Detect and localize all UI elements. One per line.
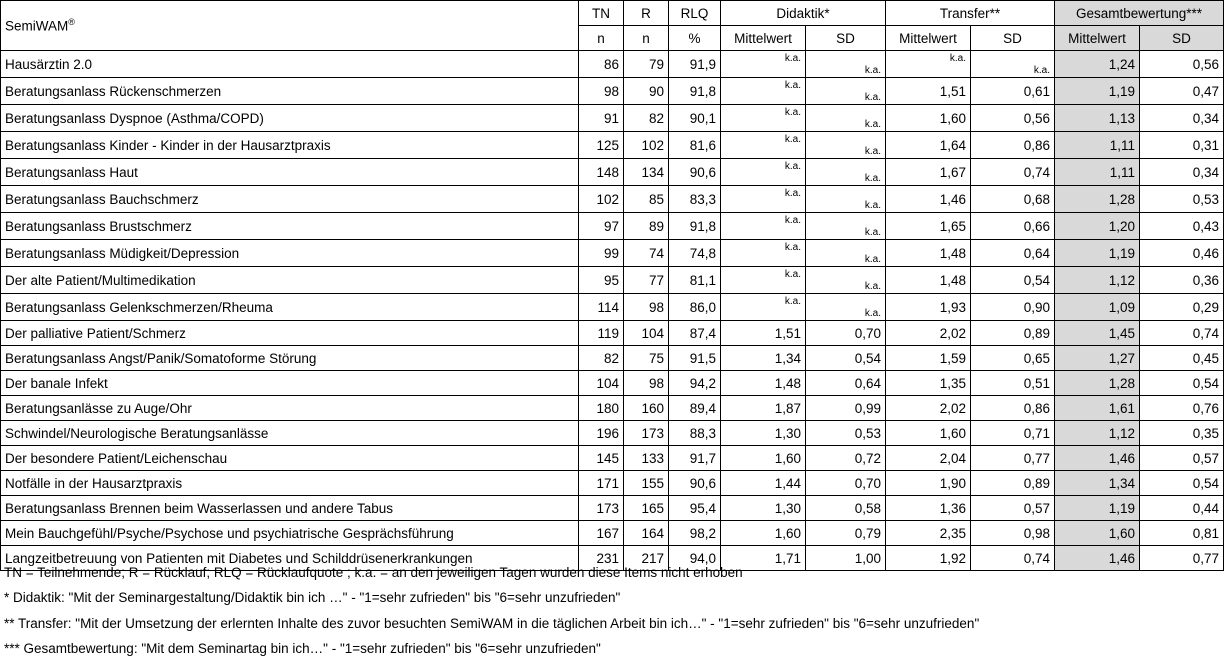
tn-value: 171	[579, 471, 624, 496]
subheader-tn-n: n	[579, 26, 624, 51]
didaktik-mittelwert: 1,87	[721, 396, 806, 421]
gesamt-sd: 0,57	[1140, 446, 1224, 471]
r-value: 217	[624, 546, 669, 571]
didaktik-sd: 0,54	[806, 346, 886, 371]
r-value: 102	[624, 132, 669, 159]
tn-value: 180	[579, 396, 624, 421]
gesamt-mittelwert: 1,12	[1055, 267, 1140, 294]
gesamt-mittelwert: 1,11	[1055, 159, 1140, 186]
transfer-mittelwert: 1,65	[886, 213, 971, 240]
rlq-value: 81,6	[669, 132, 721, 159]
seminar-name: Beratungsanlass Angst/Panik/Somatoforme Störung	[1, 346, 579, 371]
gesamt-sd: 0,29	[1140, 294, 1224, 321]
didaktik-sd: k.a.	[806, 132, 886, 159]
tn-value: 95	[579, 267, 624, 294]
gesamt-mittelwert: 1,19	[1055, 240, 1140, 267]
transfer-mittelwert: 1,46	[886, 186, 971, 213]
transfer-sd: 0,90	[971, 294, 1055, 321]
gesamt-mittelwert: 1,27	[1055, 346, 1140, 371]
gesamt-mittelwert: 1,28	[1055, 371, 1140, 396]
gesamt-mittelwert: 1,12	[1055, 421, 1140, 446]
transfer-sd: 0,74	[971, 546, 1055, 571]
subheader-transfer-mittelwert: Mittelwert	[886, 26, 971, 51]
transfer-mittelwert: 1,90	[886, 471, 971, 496]
transfer-sd: 0,77	[971, 446, 1055, 471]
r-value: 74	[624, 240, 669, 267]
transfer-sd: 0,98	[971, 521, 1055, 546]
rlq-value: 74,8	[669, 240, 721, 267]
seminar-name: Beratungsanlass Gelenkschmerzen/Rheuma	[1, 294, 579, 321]
rlq-value: 90,6	[669, 471, 721, 496]
transfer-mittelwert: 1,60	[886, 421, 971, 446]
table-row	[1, 105, 1224, 132]
r-value: 75	[624, 346, 669, 371]
transfer-sd: 0,65	[971, 346, 1055, 371]
didaktik-sd: k.a.	[806, 186, 886, 213]
gesamt-mittelwert: 1,19	[1055, 78, 1140, 105]
didaktik-mittelwert: k.a.	[721, 78, 806, 105]
gesamt-sd: 0,44	[1140, 496, 1224, 521]
table-body	[1, 51, 1224, 571]
r-value: 155	[624, 471, 669, 496]
tn-value: 99	[579, 240, 624, 267]
rlq-value: 91,5	[669, 346, 721, 371]
header-title	[1, 1, 579, 51]
didaktik-mittelwert: k.a.	[721, 213, 806, 240]
gesamt-mittelwert: 1,09	[1055, 294, 1140, 321]
rlq-value: 89,4	[669, 396, 721, 421]
table-row	[1, 213, 1224, 240]
header-gesamt: Gesamtbewertung***	[1055, 1, 1224, 26]
table-row	[1, 496, 1224, 521]
didaktik-sd: k.a.	[806, 78, 886, 105]
gesamt-sd: 0,34	[1140, 159, 1224, 186]
rlq-value: 86,0	[669, 294, 721, 321]
didaktik-mittelwert: k.a.	[721, 132, 806, 159]
gesamt-sd: 0,54	[1140, 471, 1224, 496]
table-row	[1, 521, 1224, 546]
r-value: 104	[624, 321, 669, 346]
tn-value: 97	[579, 213, 624, 240]
rlq-value: 95,4	[669, 496, 721, 521]
tn-value: 98	[579, 78, 624, 105]
didaktik-sd: k.a.	[806, 294, 886, 321]
rlq-value: 91,7	[669, 446, 721, 471]
didaktik-sd: 0,70	[806, 321, 886, 346]
transfer-sd: 0,56	[971, 105, 1055, 132]
transfer-sd: 0,64	[971, 240, 1055, 267]
transfer-sd: 0,71	[971, 421, 1055, 446]
r-value: 82	[624, 105, 669, 132]
gesamt-sd: 0,47	[1140, 78, 1224, 105]
didaktik-mittelwert: 1,60	[721, 446, 806, 471]
rlq-value: 83,3	[669, 186, 721, 213]
didaktik-sd: 1,00	[806, 546, 886, 571]
seminar-name: Beratungsanlass Rückenschmerzen	[1, 78, 579, 105]
tn-value: 91	[579, 105, 624, 132]
tn-value: 167	[579, 521, 624, 546]
transfer-mittelwert: 1,67	[886, 159, 971, 186]
transfer-sd: k.a.	[971, 51, 1055, 78]
gesamt-mittelwert: 1,19	[1055, 496, 1140, 521]
table-row	[1, 159, 1224, 186]
transfer-sd: 0,51	[971, 371, 1055, 396]
footnote-legend: TN = Teilnehmende; R = Rücklauf; RLQ = Rücklaufquote ; k.a. = an den jeweiligen Tagen wurden diese Items nicht erhoben	[4, 565, 743, 580]
r-value: 134	[624, 159, 669, 186]
didaktik-mittelwert: k.a.	[721, 240, 806, 267]
didaktik-mittelwert: k.a.	[721, 267, 806, 294]
r-value: 90	[624, 78, 669, 105]
transfer-mittelwert: 1,64	[886, 132, 971, 159]
didaktik-sd: k.a.	[806, 105, 886, 132]
table-row	[1, 371, 1224, 396]
rlq-value: 94,2	[669, 371, 721, 396]
didaktik-sd: 0,53	[806, 421, 886, 446]
r-value: 165	[624, 496, 669, 521]
didaktik-sd: k.a.	[806, 267, 886, 294]
rlq-value: 91,8	[669, 78, 721, 105]
didaktik-mittelwert: 1,30	[721, 421, 806, 446]
transfer-mittelwert: 1,48	[886, 240, 971, 267]
didaktik-mittelwert: 1,60	[721, 521, 806, 546]
table-row	[1, 294, 1224, 321]
transfer-sd: 0,68	[971, 186, 1055, 213]
rlq-value: 81,1	[669, 267, 721, 294]
gesamt-sd: 0,31	[1140, 132, 1224, 159]
table-row	[1, 186, 1224, 213]
header-didaktik: Didaktik*	[721, 1, 886, 26]
tn-value: 82	[579, 346, 624, 371]
gesamt-sd: 0,46	[1140, 240, 1224, 267]
r-value: 164	[624, 521, 669, 546]
table-row	[1, 346, 1224, 371]
table-row	[1, 240, 1224, 267]
gesamt-sd: 0,35	[1140, 421, 1224, 446]
didaktik-mittelwert: k.a.	[721, 159, 806, 186]
didaktik-mittelwert: 1,34	[721, 346, 806, 371]
transfer-mittelwert: 2,35	[886, 521, 971, 546]
r-value: 98	[624, 371, 669, 396]
transfer-sd: 0,57	[971, 496, 1055, 521]
r-value: 89	[624, 213, 669, 240]
gesamt-mittelwert: 1,28	[1055, 186, 1140, 213]
seminar-name: Notfälle in der Hausarztpraxis	[1, 471, 579, 496]
didaktik-mittelwert: k.a.	[721, 294, 806, 321]
tn-value: 173	[579, 496, 624, 521]
registered-mark: ®	[68, 17, 75, 28]
rlq-value: 94,0	[669, 546, 721, 571]
didaktik-mittelwert: k.a.	[721, 51, 806, 78]
subheader-gesamt-mittelwert: Mittelwert	[1055, 26, 1140, 51]
didaktik-sd: 0,64	[806, 371, 886, 396]
gesamt-mittelwert: 1,60	[1055, 521, 1140, 546]
footnote-transfer: ** Transfer: "Mit der Umsetzung der erlernten Inhalte des zuvor besuchten SemiWAM in die täglichen Arbeit bin ich…" - "1=sehr zufrieden" bis "6=sehr unzufrieden"	[4, 615, 980, 631]
gesamt-mittelwert: 1,34	[1055, 471, 1140, 496]
didaktik-mittelwert: k.a.	[721, 105, 806, 132]
didaktik-mittelwert: 1,71	[721, 546, 806, 571]
transfer-mittelwert: 1,36	[886, 496, 971, 521]
didaktik-sd: k.a.	[806, 159, 886, 186]
tn-value: 104	[579, 371, 624, 396]
subheader-r-n: n	[624, 26, 669, 51]
footnotes	[4, 560, 979, 661]
didaktik-mittelwert: 1,44	[721, 471, 806, 496]
gesamt-mittelwert: 1,46	[1055, 546, 1140, 571]
transfer-mittelwert: k.a.	[886, 51, 971, 78]
didaktik-mittelwert: 1,48	[721, 371, 806, 396]
table-row	[1, 396, 1224, 421]
table-row	[1, 132, 1224, 159]
seminar-name: Beratungsanlass Müdigkeit/Depression	[1, 240, 579, 267]
gesamt-sd: 0,45	[1140, 346, 1224, 371]
gesamt-mittelwert: 1,46	[1055, 446, 1140, 471]
didaktik-sd: k.a.	[806, 240, 886, 267]
seminar-name: Der palliative Patient/Schmerz	[1, 321, 579, 346]
table-row	[1, 267, 1224, 294]
seminar-name: Beratungsanlass Bauchschmerz	[1, 186, 579, 213]
r-value: 79	[624, 51, 669, 78]
transfer-mittelwert: 1,92	[886, 546, 971, 571]
header-r: R	[624, 1, 669, 26]
r-value: 98	[624, 294, 669, 321]
tn-value: 145	[579, 446, 624, 471]
seminar-name: Beratungsanlass Brustschmerz	[1, 213, 579, 240]
header-transfer: Transfer**	[886, 1, 1055, 26]
tn-value: 119	[579, 321, 624, 346]
table-row	[1, 78, 1224, 105]
seminar-name: Hausärztin 2.0	[1, 51, 579, 78]
rlq-value: 98,2	[669, 521, 721, 546]
gesamt-sd: 0,36	[1140, 267, 1224, 294]
r-value: 160	[624, 396, 669, 421]
r-value: 77	[624, 267, 669, 294]
seminar-name: Der alte Patient/Multimedikation	[1, 267, 579, 294]
transfer-mittelwert: 2,02	[886, 396, 971, 421]
gesamt-sd: 0,54	[1140, 371, 1224, 396]
didaktik-mittelwert: 1,51	[721, 321, 806, 346]
tn-value: 125	[579, 132, 624, 159]
rlq-value: 90,6	[669, 159, 721, 186]
transfer-mittelwert: 1,60	[886, 105, 971, 132]
seminar-name: Mein Bauchgefühl/Psyche/Psychose und psychiatrische Gesprächsführung	[1, 521, 579, 546]
r-value: 85	[624, 186, 669, 213]
gesamt-mittelwert: 1,20	[1055, 213, 1140, 240]
table-row	[1, 471, 1224, 496]
transfer-sd: 0,86	[971, 396, 1055, 421]
tn-value: 86	[579, 51, 624, 78]
table-row	[1, 321, 1224, 346]
didaktik-sd: 0,72	[806, 446, 886, 471]
tn-value: 102	[579, 186, 624, 213]
didaktik-mittelwert: 1,30	[721, 496, 806, 521]
tn-value: 114	[579, 294, 624, 321]
gesamt-mittelwert: 1,13	[1055, 105, 1140, 132]
transfer-mittelwert: 1,48	[886, 267, 971, 294]
seminar-name: Der besondere Patient/Leichenschau	[1, 446, 579, 471]
rlq-value: 91,8	[669, 213, 721, 240]
gesamt-mittelwert: 1,61	[1055, 396, 1140, 421]
rlq-value: 91,9	[669, 51, 721, 78]
seminar-name: Beratungsanlass Dyspnoe (Asthma/COPD)	[1, 105, 579, 132]
gesamt-sd: 0,43	[1140, 213, 1224, 240]
didaktik-sd: k.a.	[806, 213, 886, 240]
seminar-name: Beratungsanlass Haut	[1, 159, 579, 186]
transfer-mittelwert: 1,35	[886, 371, 971, 396]
transfer-mittelwert: 1,51	[886, 78, 971, 105]
seminar-name: Langzeitbetreuung von Patienten mit Diabetes und Schilddrüsenerkrankungen	[1, 546, 579, 571]
didaktik-mittelwert: k.a.	[721, 186, 806, 213]
tn-value: 196	[579, 421, 624, 446]
table-row	[1, 446, 1224, 471]
subheader-gesamt-sd: SD	[1140, 26, 1224, 51]
seminar-name: Schwindel/Neurologische Beratungsanlässe	[1, 421, 579, 446]
header-tn: TN	[579, 1, 624, 26]
tn-value: 231	[579, 546, 624, 571]
gesamt-sd: 0,76	[1140, 396, 1224, 421]
gesamt-sd: 0,34	[1140, 105, 1224, 132]
gesamt-mittelwert: 1,45	[1055, 321, 1140, 346]
gesamt-mittelwert: 1,11	[1055, 132, 1140, 159]
transfer-sd: 0,61	[971, 78, 1055, 105]
transfer-sd: 0,86	[971, 132, 1055, 159]
didaktik-sd: k.a.	[806, 51, 886, 78]
transfer-sd: 0,74	[971, 159, 1055, 186]
seminar-name: Beratungsanlässe zu Auge/Ohr	[1, 396, 579, 421]
subheader-transfer-sd: SD	[971, 26, 1055, 51]
seminar-name: Der banale Infekt	[1, 371, 579, 396]
rlq-value: 88,3	[669, 421, 721, 446]
transfer-mittelwert: 1,93	[886, 294, 971, 321]
transfer-mittelwert: 2,02	[886, 321, 971, 346]
table-row	[1, 421, 1224, 446]
subheader-rlq-pct: %	[669, 26, 721, 51]
gesamt-mittelwert: 1,24	[1055, 51, 1140, 78]
didaktik-sd: 0,70	[806, 471, 886, 496]
seminar-name: Beratungsanlass Kinder - Kinder in der Hausarztpraxis	[1, 132, 579, 159]
didaktik-sd: 0,58	[806, 496, 886, 521]
rlq-value: 90,1	[669, 105, 721, 132]
transfer-sd: 0,89	[971, 321, 1055, 346]
r-value: 133	[624, 446, 669, 471]
didaktik-sd: 0,79	[806, 521, 886, 546]
transfer-sd: 0,54	[971, 267, 1055, 294]
rlq-value: 87,4	[669, 321, 721, 346]
transfer-sd: 0,89	[971, 471, 1055, 496]
gesamt-sd: 0,74	[1140, 321, 1224, 346]
footnote-didaktik: * Didaktik: "Mit der Seminargestaltung/Didaktik bin ich …" - "1=sehr zufrieden" bis "6=sehr unzufrieden"	[4, 590, 621, 606]
title-text: SemiWAM	[5, 18, 69, 34]
gesamt-sd: 0,53	[1140, 186, 1224, 213]
header-rlq: RLQ	[669, 1, 721, 26]
table-row	[1, 51, 1224, 78]
didaktik-sd: 0,99	[806, 396, 886, 421]
seminar-name: Beratungsanlass Brennen beim Wasserlassen und andere Tabus	[1, 496, 579, 521]
subheader-didaktik-sd: SD	[806, 26, 886, 51]
transfer-mittelwert: 2,04	[886, 446, 971, 471]
gesamt-sd: 0,77	[1140, 546, 1224, 571]
r-value: 173	[624, 421, 669, 446]
transfer-sd: 0,66	[971, 213, 1055, 240]
transfer-mittelwert: 1,59	[886, 346, 971, 371]
gesamt-sd: 0,81	[1140, 521, 1224, 546]
subheader-didaktik-mittelwert: Mittelwert	[721, 26, 806, 51]
footnote-gesamt: *** Gesamtbewertung: "Mit dem Seminartag bin ich…" - "1=sehr zufrieden" bis "6=sehr unzufrieden"	[4, 640, 601, 656]
tn-value: 148	[579, 159, 624, 186]
gesamt-sd: 0,56	[1140, 51, 1224, 78]
